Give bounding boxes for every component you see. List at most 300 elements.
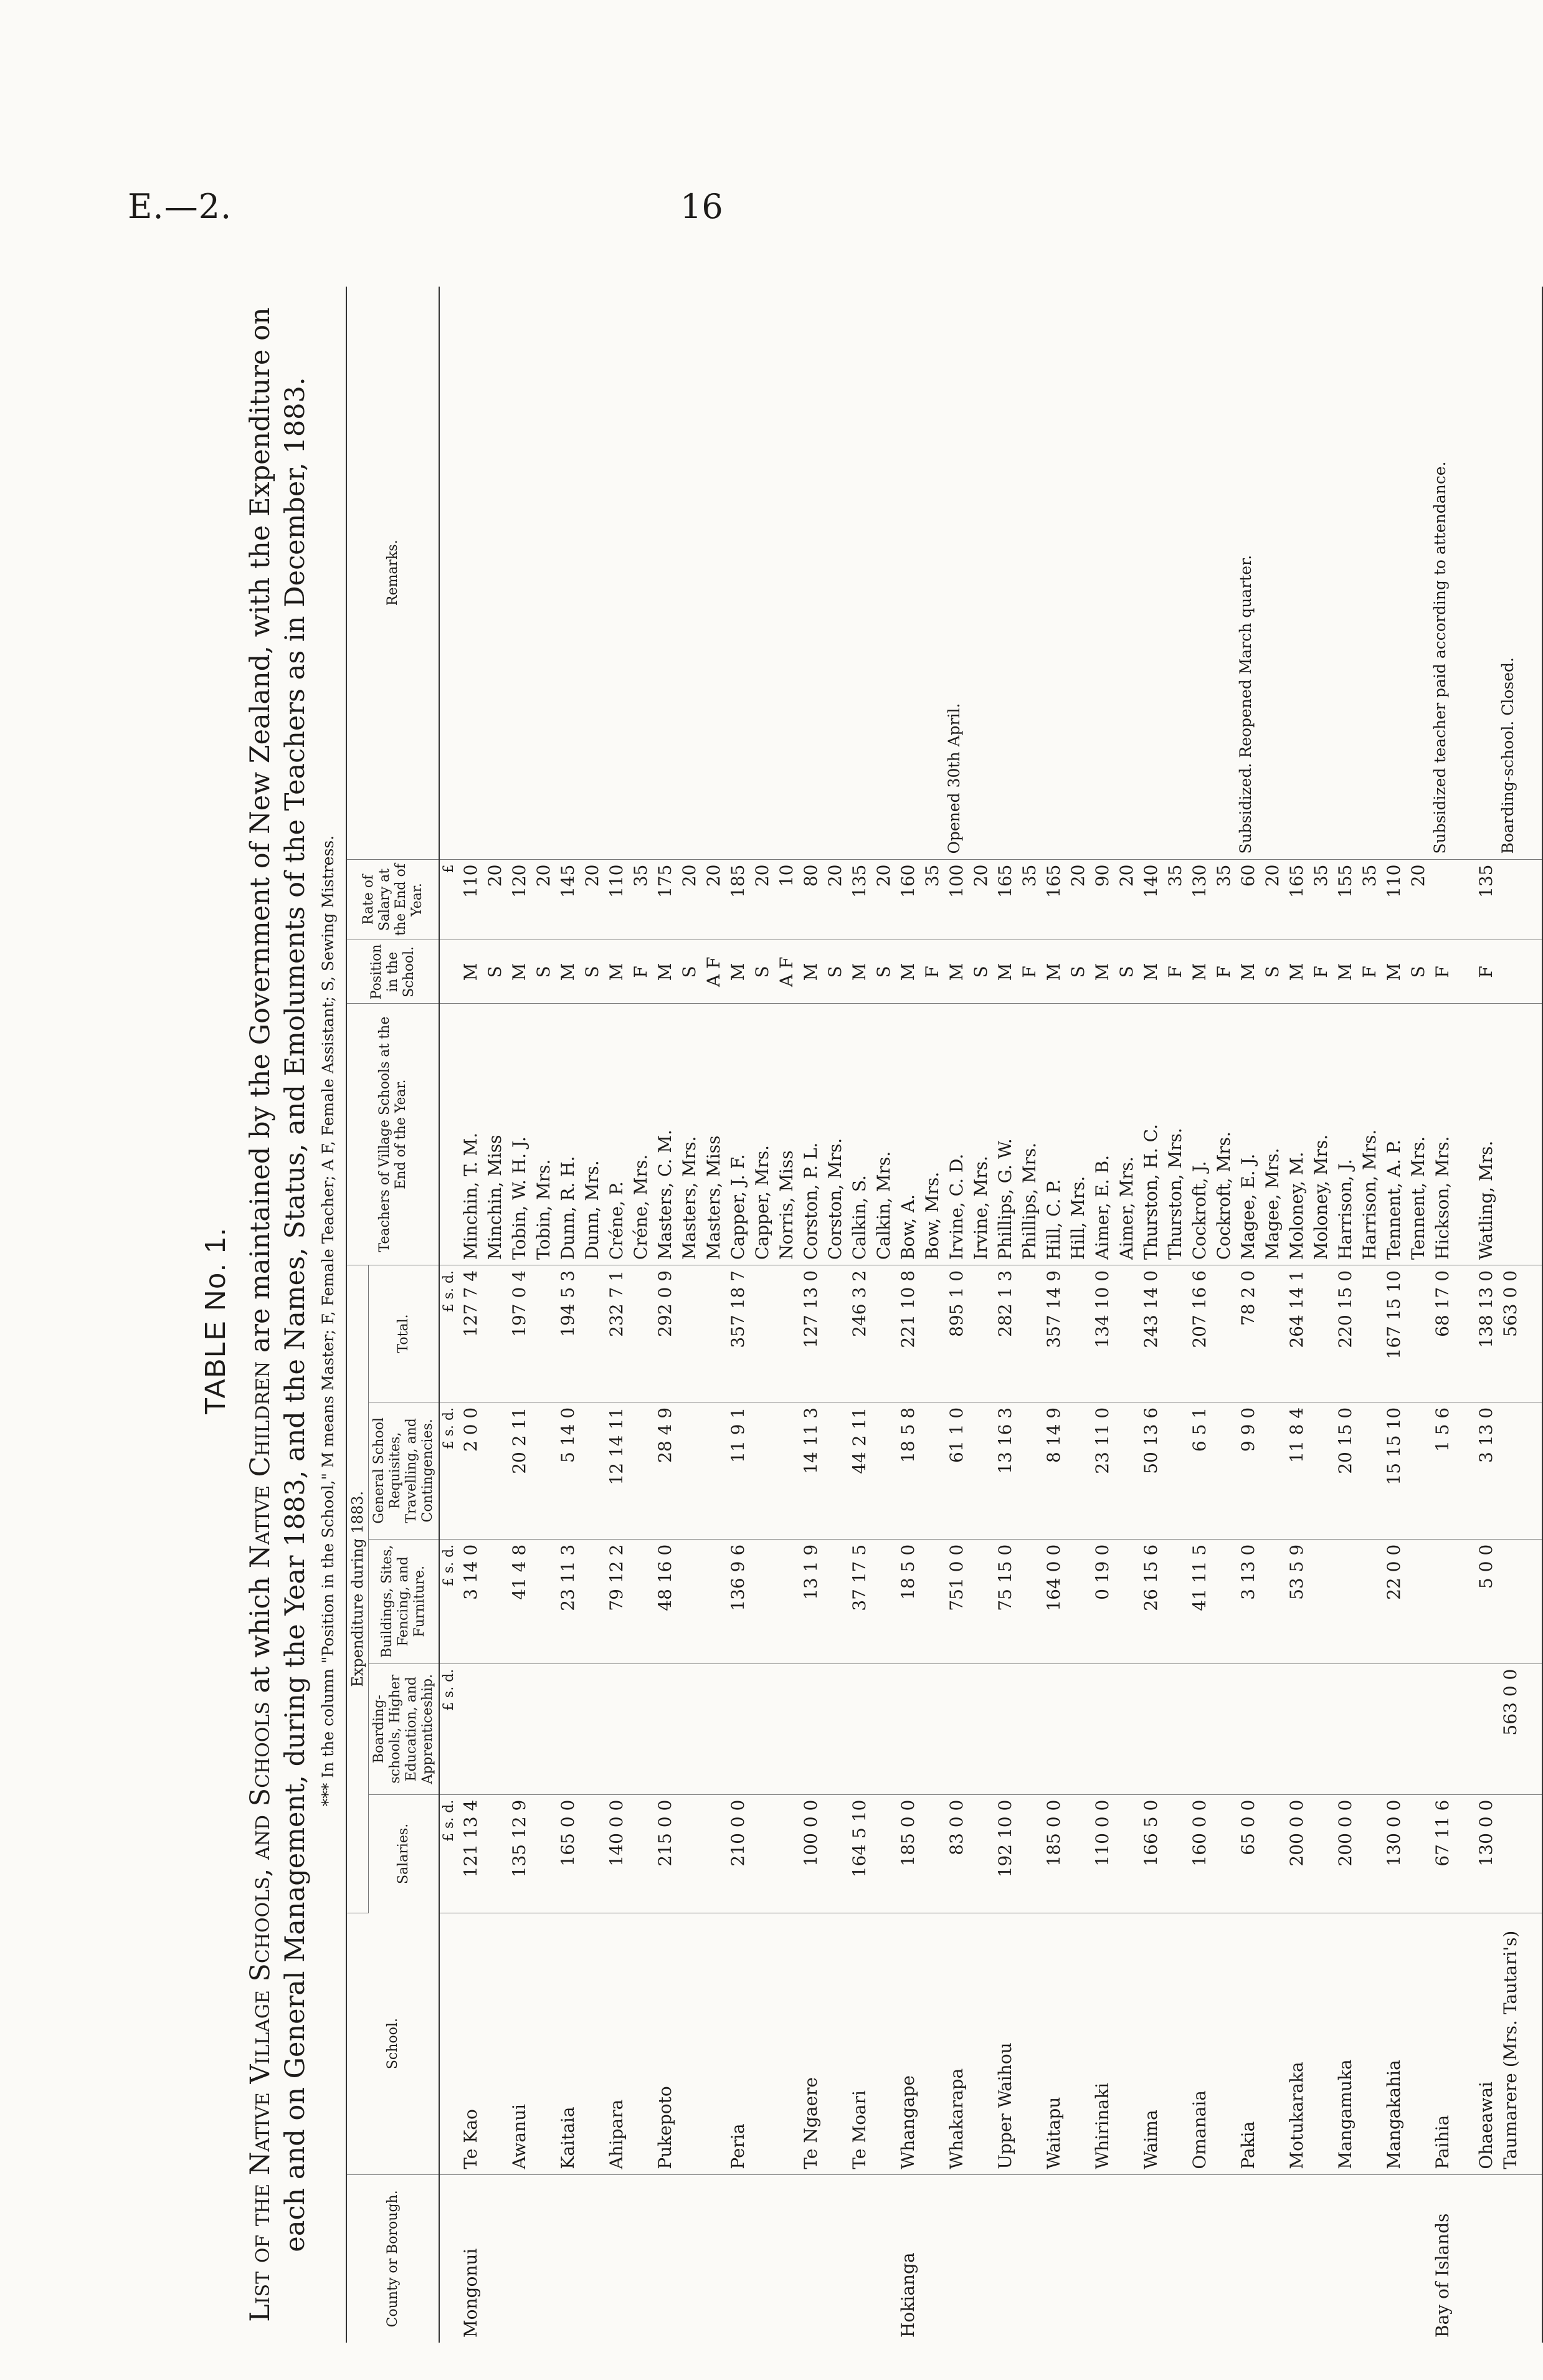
row-rate: 165 [1043,864,1064,898]
row-positions [458,940,507,1004]
row-boarding [1042,1664,1090,1794]
table-row [1498,287,1542,2343]
row-teachers [993,1004,1042,1265]
row-buildings: 48 16 0 [653,1539,726,1664]
row-rates [556,859,604,940]
table-row [507,287,556,2343]
row-positions [1236,940,1284,1004]
table-row [993,287,1042,2343]
page-reference: E.—2. [128,187,232,226]
row-position: M [849,963,870,981]
row-salaries: 121 13 4 [458,1794,507,1913]
schools-table [346,287,1543,2343]
col-salaries: Salaries. [369,1794,440,1913]
row-county [1042,2174,1090,2343]
row-buildings [1333,1539,1382,1664]
row-total: 197 0 4 [507,1265,556,1402]
row-county [556,2174,604,2343]
row-teacher: Créne, P. [606,1181,627,1260]
row-buildings: 41 4 8 [507,1539,556,1664]
row-rate: 35 [630,864,651,887]
table-title [243,287,313,2343]
row-total: 357 18 7 [726,1265,799,1402]
row-teacher: Norris, Miss [776,1150,797,1260]
row-position: S [873,966,894,978]
row-rate: 20 [1116,864,1137,887]
row-general: 12 14 11 [604,1402,653,1539]
row-school: Taumarere (Mrs. Tautari's) [1498,1913,1542,2174]
col-county: County or Borough. [346,2174,439,2343]
row-positions [1139,940,1187,1004]
row-salaries: 215 0 0 [653,1794,726,1913]
row-position: F [1432,966,1453,978]
row-salaries: 65 0 0 [1236,1794,1284,1913]
col-expenditure: Expenditure during 1883. [346,1265,369,1913]
table-row [1090,287,1139,2343]
row-rate: 20 [485,864,505,887]
row-position: F [922,966,942,978]
row-teacher: Magee, E. J. [1238,1153,1258,1260]
row-teacher: Cockroft, J. [1189,1161,1210,1260]
row-rate: 20 [582,864,602,887]
row-rate: 185 [728,864,748,898]
row-positions [1090,940,1139,1004]
row-school: Kaitaia [556,1913,604,2174]
row-rates [1139,859,1187,940]
row-position: S [971,966,991,978]
row-boarding [799,1664,847,1794]
row-county [1236,2174,1284,2343]
row-rate: 20 [533,864,554,887]
row-county [944,2174,993,2343]
row-boarding: 563 0 0 [1498,1664,1542,1794]
row-school: Mangakahia [1382,1913,1430,2174]
row-county [1090,2174,1139,2343]
row-buildings [1498,1539,1542,1664]
row-position: M [728,963,748,981]
row-position: S [752,966,772,978]
row-position: F [630,966,651,978]
rotated-table-page [87,262,1521,2380]
row-rates [1284,859,1333,940]
row-remarks [604,287,653,859]
row-teachers [1474,1004,1498,1265]
row-salaries: 210 0 0 [726,1794,799,1913]
row-teacher: Aimer, Mrs. [1116,1156,1137,1260]
row-boarding [1187,1664,1236,1794]
row-general: 44 2 11 [847,1402,896,1539]
row-position: A F [703,956,724,988]
row-salaries: 166 5 0 [1139,1794,1187,1913]
row-remarks [993,287,1042,859]
row-county [1139,2174,1187,2343]
title-part-2: at which [245,1568,276,1702]
row-teacher: Harrison, Mrs. [1359,1129,1380,1260]
row-total: 138 13 0 [1474,1265,1498,1402]
row-rates [458,859,507,940]
row-general: 50 13 6 [1139,1402,1187,1539]
row-rate: 35 [1311,864,1331,887]
row-rates [896,859,944,940]
row-teacher: Tennent, Mrs. [1408,1136,1428,1260]
row-salaries: 164 5 10 [847,1794,896,1913]
table-row [944,287,993,2343]
row-position: M [800,963,821,981]
row-positions [556,940,604,1004]
units-cell [439,940,458,1004]
row-remarks [507,287,556,859]
row-school: Te Moari [847,1913,896,2174]
row-teachers [726,1004,799,1265]
units-cell: £ s. d. [439,1265,458,1402]
row-rates [1474,859,1498,940]
row-total: 127 13 0 [799,1265,847,1402]
row-rates [944,859,993,940]
row-general: 11 8 4 [1284,1402,1333,1539]
row-remarks: Subsidized. Reopened March quarter. [1236,287,1284,859]
row-teacher: Irvine, Mrs. [971,1156,991,1260]
row-teacher: Corston, P. L. [800,1142,821,1260]
row-teachers [1187,1004,1236,1265]
row-school: Paihia [1430,1913,1474,2174]
row-county [726,2174,799,2343]
row-boarding [1090,1664,1139,1794]
row-general: 15 15 10 [1382,1402,1430,1539]
row-teachers [653,1004,726,1265]
row-rate: 80 [800,864,821,887]
col-position: Position in the School. [346,940,439,1004]
row-remarks [653,287,726,859]
row-general: 6 5 1 [1187,1402,1236,1539]
row-school: Ohaeawai [1474,1913,1498,2174]
row-positions [1042,940,1090,1004]
row-school: Omanaia [1187,1913,1236,2174]
row-boarding [556,1664,604,1794]
row-rates [507,859,556,940]
row-teachers [944,1004,993,1265]
row-position: M [1092,963,1113,981]
row-salaries: 100 0 0 [799,1794,847,1913]
row-position: S [825,966,845,978]
row-rate: 20 [1262,864,1283,887]
row-positions [653,940,726,1004]
row-boarding [507,1664,556,1794]
row-positions [1498,940,1542,1004]
row-rate: 20 [825,864,845,887]
row-positions [726,940,799,1004]
row-rate: 110 [606,864,627,898]
row-rate: 110 [1384,864,1404,898]
row-position: M [1238,963,1258,981]
row-buildings: 3 13 0 [1236,1539,1284,1664]
row-boarding [1382,1664,1430,1794]
row-positions [604,940,653,1004]
col-teachers: Teachers of Village Schools at the End of the Year. [346,1004,439,1265]
row-buildings: 751 0 0 [944,1539,993,1664]
row-buildings: 22 0 0 [1382,1539,1430,1664]
row-buildings: 3 14 0 [458,1539,507,1664]
row-general: 18 5 8 [896,1402,944,1539]
row-salaries: 200 0 0 [1333,1794,1382,1913]
row-general: 28 4 9 [653,1402,726,1539]
row-position: S [533,966,554,978]
row-remarks [1042,287,1090,859]
row-rate: 35 [1213,864,1234,887]
row-position: M [1384,963,1404,981]
row-general: 14 11 3 [799,1402,847,1539]
row-position: M [946,963,967,981]
row-teacher: Cockroft, Mrs. [1213,1131,1234,1260]
row-teacher: Aimer, E. B. [1092,1154,1113,1260]
table-row [1430,287,1474,2343]
row-rates [799,859,847,940]
row-rate: 100 [946,864,967,898]
table-row [1187,287,1236,2343]
row-teacher: Bow, Mrs. [922,1171,942,1260]
row-rate: 20 [971,864,991,887]
row-teachers [1090,1004,1139,1265]
row-general: 11 9 1 [726,1402,799,1539]
row-boarding [1474,1664,1498,1794]
row-teachers [799,1004,847,1265]
row-rates [1382,859,1430,940]
row-remarks [1187,287,1236,859]
row-remarks: Boarding-school. Closed. [1498,287,1542,859]
row-position: S [1408,966,1428,978]
row-rate: 35 [922,864,942,887]
row-position: A F [776,956,797,988]
row-boarding [726,1664,799,1794]
row-position: S [1068,966,1088,978]
table-row [1042,287,1090,2343]
row-total: 127 7 4 [458,1265,507,1402]
row-rates [1333,859,1382,940]
row-rate: 145 [558,864,578,898]
row-position: S [485,966,505,978]
row-total: 221 10 8 [896,1265,944,1402]
row-teacher: Minchin, Miss [485,1135,505,1260]
row-teacher: Minchin, T. M. [460,1132,481,1260]
row-school: Motukaraka [1284,1913,1333,2174]
row-general: 20 15 0 [1333,1402,1382,1539]
title-part-4: are maintained by the Government of New Zealand, with the Expenditure on each and on General Management, during the Year 1883, and the Names, Status, and Emoluments of the Teachers as in December, 1883. [245,307,311,2252]
row-county: Mongonui [460,2248,481,2338]
row-position: M [1335,963,1355,981]
row-teacher: Watling, Mrs. [1476,1140,1496,1260]
row-teachers [604,1004,653,1265]
row-general: 3 13 0 [1474,1402,1498,1539]
table-row [556,287,604,2343]
row-school: Te Ngaere [799,1913,847,2174]
row-general: 61 1 0 [944,1402,993,1539]
row-buildings: 23 11 3 [556,1539,604,1664]
row-positions [847,940,896,1004]
col-remarks: Remarks. [346,287,439,859]
table-row [604,287,653,2343]
row-teachers [1236,1004,1284,1265]
row-county [1382,2174,1430,2343]
row-salaries: 67 11 6 [1430,1794,1474,1913]
row-position: M [606,963,627,981]
row-total: 207 16 6 [1187,1265,1236,1402]
row-boarding [458,1664,507,1794]
row-teacher: Masters, Miss [703,1135,724,1260]
row-rate: 140 [1141,864,1161,898]
row-school: Waima [1139,1913,1187,2174]
row-teacher: Tobin, W. H. J. [509,1136,529,1260]
row-remarks [1090,287,1139,859]
row-rate: 110 [460,864,481,898]
row-salaries: 200 0 0 [1284,1794,1333,1913]
row-salaries: 130 0 0 [1382,1794,1430,1913]
row-rate: 35 [1019,864,1040,887]
row-teacher: Capper, Mrs. [752,1145,772,1260]
row-buildings: 136 9 6 [726,1539,799,1664]
row-teachers [1139,1004,1187,1265]
row-rates [993,859,1042,940]
row-teachers [507,1004,556,1265]
row-school: Whirinaki [1090,1913,1139,2174]
units-cell: £ s. d. [439,1664,458,1794]
row-general: 5 14 0 [556,1402,604,1539]
row-positions [944,940,993,1004]
row-teachers [1430,1004,1474,1265]
row-position: M [460,963,481,981]
row-position: S [1116,966,1137,978]
row-positions [1382,940,1430,1004]
row-buildings: 18 5 0 [896,1539,944,1664]
row-position: F [1213,966,1234,978]
row-general: 13 16 3 [993,1402,1042,1539]
row-teachers [1042,1004,1090,1265]
row-buildings: 5 0 0 [1474,1539,1498,1664]
row-rate: 20 [873,864,894,887]
row-rate: 165 [1286,864,1307,898]
row-rate: 135 [1476,864,1496,898]
row-salaries: 83 0 0 [944,1794,993,1913]
row-teacher: Dunn, R. H. [558,1156,578,1260]
row-total: 895 1 0 [944,1265,993,1402]
row-position: M [1141,963,1161,981]
row-teacher: Masters, Mrs. [679,1136,700,1260]
row-rate: 160 [898,864,918,898]
row-rate: 20 [703,864,724,887]
row-total: 232 7 1 [604,1265,653,1402]
row-boarding [896,1664,944,1794]
row-buildings: 26 15 6 [1139,1539,1187,1664]
row-rate: 60 [1238,864,1258,887]
row-county [1498,2174,1542,2343]
table-row [896,287,944,2343]
row-school: Whakarapa [944,1913,993,2174]
row-general: 8 14 9 [1042,1402,1090,1539]
row-salaries: 165 0 0 [556,1794,604,1913]
units-row [439,287,458,2343]
table-row [726,287,799,2343]
row-boarding [1284,1664,1333,1794]
row-rates [1042,859,1090,940]
row-boarding [993,1664,1042,1794]
row-school: Whangape [896,1913,944,2174]
row-teacher: Phillips, Mrs. [1019,1142,1040,1260]
row-position: M [1189,963,1210,981]
row-general [1498,1402,1542,1539]
position-legend-note: *** In the column "Position in the School," M means Master; F, Female Teacher; A F, Female Assistant; S, Sewing Mistress. [319,835,337,1807]
row-total: 134 10 0 [1090,1265,1139,1402]
row-position: F [1311,966,1331,978]
col-total: Total. [369,1265,440,1402]
row-salaries: 160 0 0 [1187,1794,1236,1913]
row-positions [799,940,847,1004]
row-position: M [558,963,578,981]
table-row [1474,287,1498,2343]
row-school: Mangamuka [1333,1913,1382,2174]
row-rate: 20 [679,864,700,887]
table-row [847,287,896,2343]
row-salaries: 110 0 0 [1090,1794,1139,1913]
row-county [1333,2174,1382,2343]
row-rates [604,859,653,940]
row-school: Awanui [507,1913,556,2174]
row-general: 2 0 0 [458,1402,507,1539]
row-county [653,2174,726,2343]
row-salaries: 185 0 0 [1042,1794,1090,1913]
row-teachers [458,1004,507,1265]
row-teacher: Capper, J. F. [728,1154,748,1260]
row-position: F [1476,966,1496,978]
row-boarding [1236,1664,1284,1794]
row-positions [507,940,556,1004]
row-teacher: Hill, Mrs. [1068,1176,1088,1260]
row-boarding [604,1664,653,1794]
row-position: M [1286,963,1307,981]
row-salaries: 140 0 0 [604,1794,653,1913]
row-total: 357 14 9 [1042,1265,1090,1402]
row-boarding [847,1664,896,1794]
row-teachers [1333,1004,1382,1265]
row-positions [1284,940,1333,1004]
row-teacher: Tobin, Mrs. [533,1159,554,1260]
table-row [458,287,507,2343]
row-rate: 35 [1359,864,1380,887]
row-rates [1187,859,1236,940]
row-remarks [556,287,604,859]
row-position: F [1165,966,1185,978]
row-teachers [847,1004,896,1265]
row-general: 20 2 11 [507,1402,556,1539]
col-general: General School Requisites, Travelling, and Contingencies. [369,1402,440,1539]
row-position: M [1043,963,1064,981]
row-remarks [1382,287,1430,859]
row-teacher: Irvine, C. D. [946,1153,967,1260]
row-buildings: 164 0 0 [1042,1539,1090,1664]
units-cell: £ [439,859,458,940]
table-row [1139,287,1187,2343]
row-rates [1236,859,1284,940]
row-teachers [556,1004,604,1265]
table-row [1382,287,1430,2343]
row-position: M [898,963,918,981]
row-rates [1430,859,1474,940]
row-buildings: 37 17 5 [847,1539,896,1664]
row-teacher: Magee, Mrs. [1262,1148,1283,1260]
row-rates [726,859,799,940]
row-rate: 120 [509,864,529,898]
row-total: 220 15 0 [1333,1265,1382,1402]
units-cell [439,1004,458,1265]
row-total: 282 1 3 [993,1265,1042,1402]
row-total: 167 15 10 [1382,1265,1430,1402]
